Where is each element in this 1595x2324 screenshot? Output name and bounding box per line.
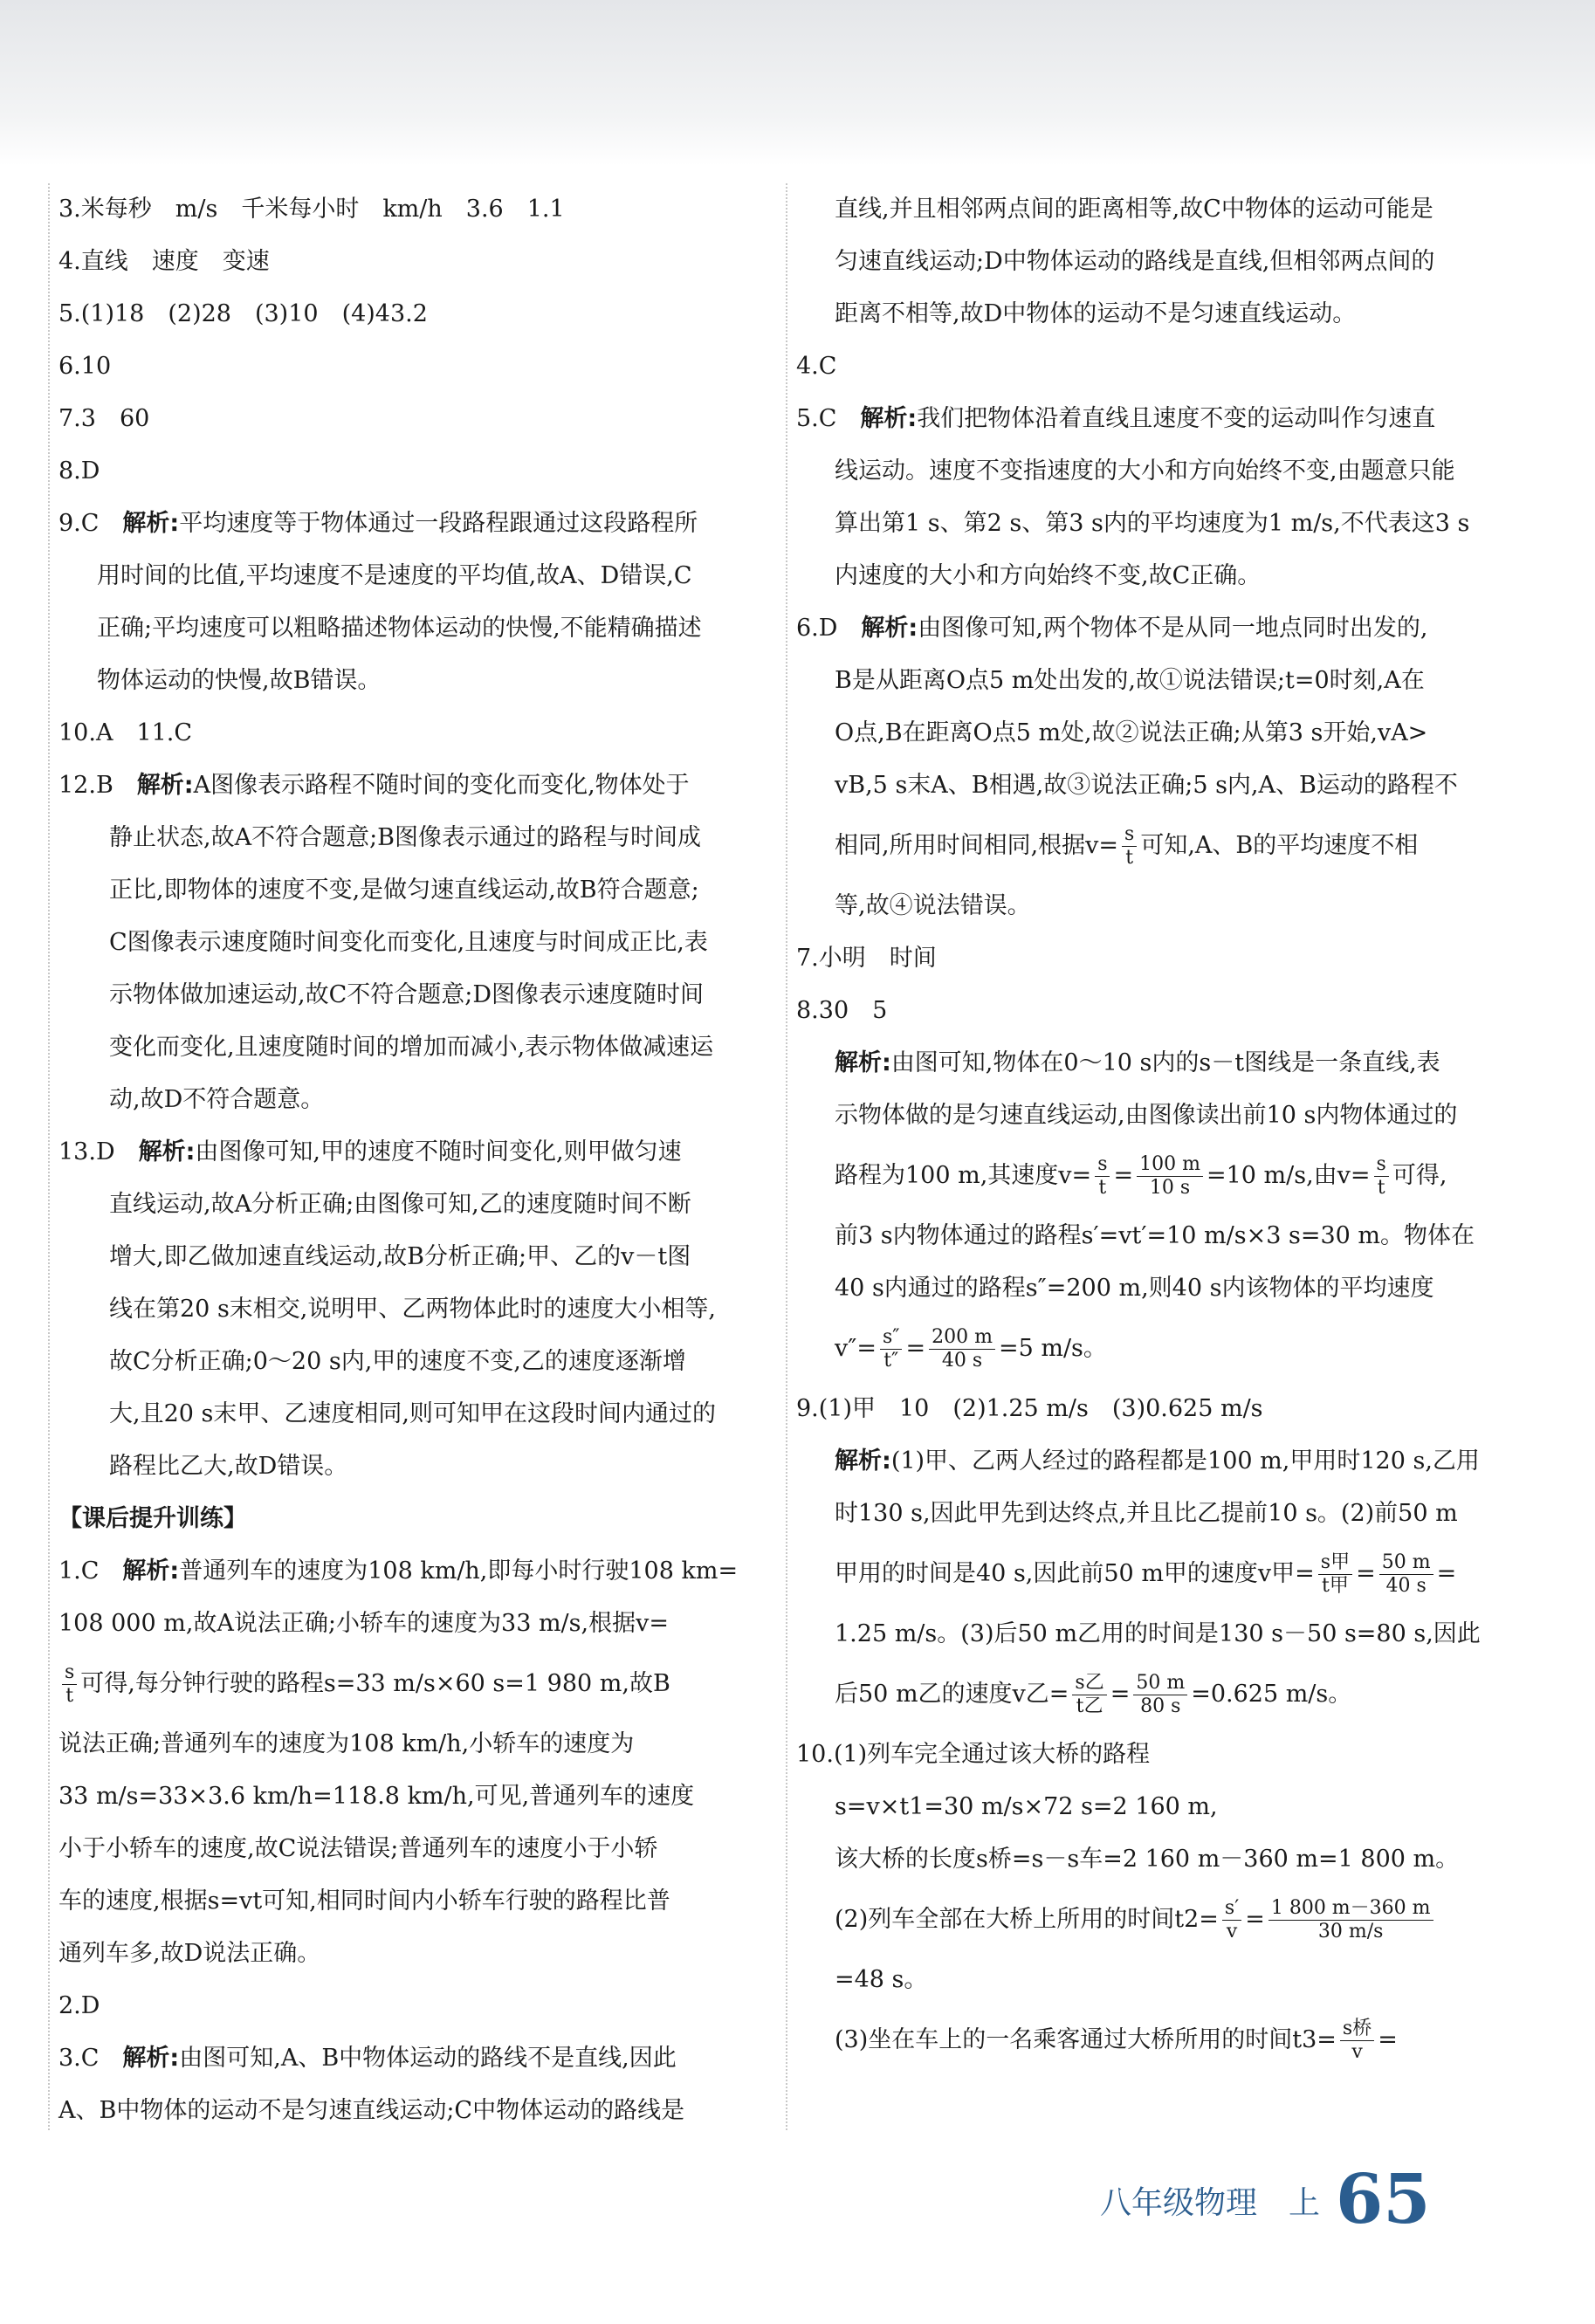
answer-line: 等,故④说法错误。	[835, 892, 1031, 919]
answer-line: 该大桥的长度s桥=s－s车=2 160 m－360 m=1 800 m。	[835, 1846, 1460, 1873]
answer-line: 33 m/s=33×3.6 km/h=118.8 km/h,可见,普通列车的速度	[58, 1783, 695, 1810]
answer-line: O点,B在距离O点5 m处,故②说法正确;从第3 s开始,vA>	[835, 719, 1428, 746]
answer-line: 4.C	[796, 353, 837, 380]
answer-line: 7.3 60	[58, 405, 150, 432]
answer-line-with-fraction: (2)列车全部在大桥上所用的时间t2= $\frac{s'}{v}$ = $\frac{1 800 m-360 m}{30 m/s}$	[796, 1886, 1495, 1954]
analysis-keyword: 解析:	[122, 2045, 180, 2072]
fraction: $\frac{200 m}{40 s}$	[929, 1326, 995, 1372]
answer-line: 10.(1)列车完全通过该大桥的路程	[796, 1741, 1151, 1768]
answer-line: 变化而变化,且速度随时间的增加而减小,表示物体做减速运	[109, 1034, 714, 1061]
fraction: $\frac{\text{s乙}}{\text{t乙}}$	[1072, 1672, 1106, 1718]
fraction: $\frac{50 m}{40 s}$	[1379, 1551, 1433, 1598]
answer-line: =48 s。	[835, 1966, 928, 1993]
answer-line: 正比,即物体的速度不变,是做匀速直线运动,故B符合题意;	[109, 877, 699, 904]
fraction: $\frac{s}{t}$	[1122, 823, 1137, 870]
answer-line: 3.C 解析:由图可知,A、B中物体运动的路线不是直线,因此	[58, 2045, 677, 2072]
analysis-keyword: 解析:	[122, 510, 180, 537]
answer-line: 4.直线 速度 变速	[58, 248, 270, 275]
answer-line: 用时间的比值,平均速度不是速度的平均值,故A、D错误,C	[97, 562, 692, 589]
answer-line-with-fraction: v″= $\frac{s''}{t''}$ = $\frac{200 m}{40 s}$ =5 m/s。	[835, 1326, 1107, 1372]
answer-line: 前3 s内物体通过的路程s′=vt′=10 m/s×3 s=30 m。物体在	[835, 1222, 1475, 1249]
answer-line: 增大,即乙做加速直线运动,故B分析正确;甲、乙的v－t图	[109, 1243, 691, 1270]
right-column	[786, 183, 1495, 2130]
fraction: $\frac{\text{s甲}}{\text{t甲}}$	[1318, 1551, 1352, 1598]
answer-line: 9.(1)甲 10 (2)1.25 m/s (3)0.625 m/s	[796, 1395, 1263, 1422]
analysis-keyword: 解析:	[835, 1447, 891, 1475]
answer-line: 物体运动的快慢,故B错误。	[97, 667, 382, 694]
answer-line: 解析:由图可知,物体在0～10 s内的s－t图线是一条直线,表	[835, 1049, 1440, 1076]
fraction: $\frac{100 m}{10 s}$	[1137, 1153, 1203, 1200]
fraction: $\frac{1 800 m-360 m}{30 m/s}$	[1268, 1897, 1433, 1943]
answer-line-with-fraction: $\frac{s}{t}$ 可得,每分钟行驶的路程s=33 m/s×60 s=1 980 m,故B	[58, 1650, 757, 1718]
answer-line: 小于小轿车的速度,故C说法错误;普通列车的速度小于小轿	[58, 1835, 658, 1862]
answer-line: A、B中物体的运动不是匀速直线运动;C中物体运动的路线是	[58, 2097, 685, 2124]
fraction: $\frac{s}{t}$	[62, 1661, 77, 1708]
answer-line: 3.米每秒 m/s 千米每小时 km/h 3.6 1.1	[58, 196, 565, 223]
answer-line: 示物体做的是匀速直线运动,由图像读出前10 s内物体通过的	[835, 1102, 1458, 1129]
answer-line: 车的速度,根据s=vt可知,相同时间内小轿车行驶的路程比普	[58, 1887, 670, 1915]
fraction: $\frac{50 m}{80 s}$	[1133, 1672, 1187, 1718]
answer-line: 9.C 解析:平均速度等于物体通过一段路程跟通过这段路程所	[58, 510, 698, 537]
answer-line: 解析:(1)甲、乙两人经过的路程都是100 m,甲用时120 s,乙用	[835, 1447, 1480, 1475]
answer-line: 108 000 m,故A说法正确;小轿车的速度为33 m/s,根据v=	[58, 1610, 669, 1637]
section-heading: 【课后提升训练】	[58, 1505, 247, 1532]
analysis-keyword: 解析:	[136, 772, 194, 799]
answer-line: 通列车多,故D说法正确。	[58, 1940, 321, 1967]
answer-line: 动,故D不符合题意。	[109, 1086, 325, 1113]
analysis-keyword: 解析:	[122, 1557, 180, 1585]
fraction: $\frac{s'}{v}$	[1222, 1897, 1241, 1943]
answer-line: 6.D 解析:由图像可知,两个物体不是从同一地点同时出发的,	[796, 615, 1428, 642]
answer-line: 说法正确;普通列车的速度为108 km/h,小轿车的速度为	[58, 1730, 635, 1757]
answer-line: 线在第20 s末相交,说明甲、乙两物体此时的速度大小相等,	[109, 1296, 716, 1323]
analysis-keyword: 解析:	[138, 1138, 196, 1165]
answer-line: 直线,并且相邻两点间的距离相等,故C中物体的运动可能是	[835, 196, 1433, 223]
answer-line: 6.10	[58, 353, 112, 380]
answer-line: B是从距离O点5 m处出发的,故①说法错误;t=0时刻,A在	[835, 667, 1425, 694]
answer-line: 正确;平均速度可以粗略描述物体运动的快慢,不能精确描述	[97, 615, 702, 642]
answer-line: s=v×t1=30 m/s×72 s=2 160 m,	[835, 1793, 1218, 1820]
answer-line: 匀速直线运动;D中物体运动的路线是直线,但相邻两点间的	[835, 248, 1435, 275]
analysis-keyword: 解析:	[861, 615, 918, 642]
answer-line: 算出第1 s、第2 s、第3 s内的平均速度为1 m/s,不代表这3 s	[835, 510, 1470, 537]
answer-line: 大,且20 s末甲、乙速度相同,则可知甲在这段时间内通过的	[109, 1400, 716, 1427]
fraction: $\frac{s}{t}$	[1374, 1153, 1389, 1200]
scan-header-band	[0, 0, 1595, 166]
answer-line: 1.25 m/s。(3)后50 m乙用的时间是130 s－50 s=80 s,因此	[835, 1620, 1481, 1647]
fraction: $\frac{s}{t}$	[1095, 1153, 1110, 1200]
book-subject-label: 八年级物理 上	[1100, 2185, 1321, 2221]
answer-line: vB,5 s末A、B相遇,故③说法正确;5 s内,A、B运动的路程不	[835, 772, 1458, 799]
fraction: $\frac{s''}{t''}$	[880, 1326, 903, 1372]
answer-line-with-fraction: (3)坐在车上的一名乘客通过大桥所用的时间t3= $\frac{\text{s桥}}{v}$ =	[835, 2018, 1398, 2063]
answer-line: 12.B 解析:A图像表示路程不随时间的变化而变化,物体处于	[58, 772, 690, 799]
answer-line: 2.D	[58, 1992, 100, 2019]
answer-line: 8.30 5	[796, 997, 888, 1024]
answer-line: 故C分析正确;0～20 s内,甲的速度不变,乙的速度逐渐增	[109, 1348, 686, 1375]
answer-line: 静止状态,故A不符合题意;B图像表示通过的路程与时间成	[109, 824, 702, 851]
answer-line: 线运动。速度不变指速度的大小和方向始终不变,由题意只能	[835, 457, 1455, 485]
answer-line-with-fraction: 后50 m乙的速度v乙= $\frac{\text{s乙}}{\text{t乙}}$ = $\frac{50 m}{80 s}$ =0.625 m/s。	[835, 1672, 1352, 1717]
answer-line: 5.(1)18 (2)28 (3)10 (4)43.2	[58, 300, 428, 327]
answer-line: 直线运动,故A分析正确;由图像可知,乙的速度随时间不断	[109, 1191, 691, 1218]
answer-line-with-fraction: 甲用的时间是40 s,因此前50 m甲的速度v甲= $\frac{\text{s甲}}{\text{t甲}}$ = $\frac{50 m}{40 s}$ =	[835, 1551, 1457, 1597]
analysis-keyword: 解析:	[835, 1049, 891, 1076]
fraction: $\frac{\text{s桥}}{v}$	[1340, 2018, 1374, 2064]
answer-line: 时130 s,因此甲先到达终点,并且比乙提前10 s。(2)前50 m	[835, 1500, 1458, 1527]
answer-line: 5.C 解析:我们把物体沿着直线且速度不变的运动叫作匀速直	[796, 405, 1436, 432]
answer-line: C图像表示速度随时间变化而变化,且速度与时间成正比,表	[109, 929, 708, 956]
answer-line: 内速度的大小和方向始终不变,故C正确。	[835, 562, 1262, 589]
answer-line: 路程比乙大,故D错误。	[109, 1453, 348, 1480]
answer-line: 13.D 解析:由图像可知,甲的速度不随时间变化,则甲做匀速	[58, 1138, 682, 1165]
answer-line: 40 s内通过的路程s″=200 m,则40 s内该物体的平均速度	[835, 1275, 1434, 1302]
analysis-keyword: 解析:	[860, 405, 918, 432]
answer-line: 示物体做加速运动,故C不符合题意;D图像表示速度随时间	[109, 981, 704, 1008]
answer-line-with-fraction: 相同,所用时间相同,根据v= $\frac{s}{t}$ 可知,A、B的平均速度不相	[835, 823, 1419, 869]
answer-line: 7.小明 时间	[796, 945, 937, 972]
answer-line: 1.C 解析:普通列车的速度为108 km/h,即每小时行驶108 km=	[58, 1557, 739, 1585]
answer-line: 10.A 11.C	[58, 719, 193, 746]
page-footer	[1100, 2148, 1431, 2239]
page-number: 65	[1336, 2160, 1431, 2239]
answer-line: 距离不相等,故D中物体的运动不是匀速直线运动。	[835, 300, 1357, 327]
left-column	[48, 183, 757, 2130]
answer-line-with-fraction: 路程为100 m,其速度v= $\frac{s}{t}$ = $\frac{100 m}{10 s}$ =10 m/s,由v= $\frac{s}{t}$ 可得,	[835, 1153, 1447, 1199]
answer-line: 8.D	[58, 457, 100, 485]
